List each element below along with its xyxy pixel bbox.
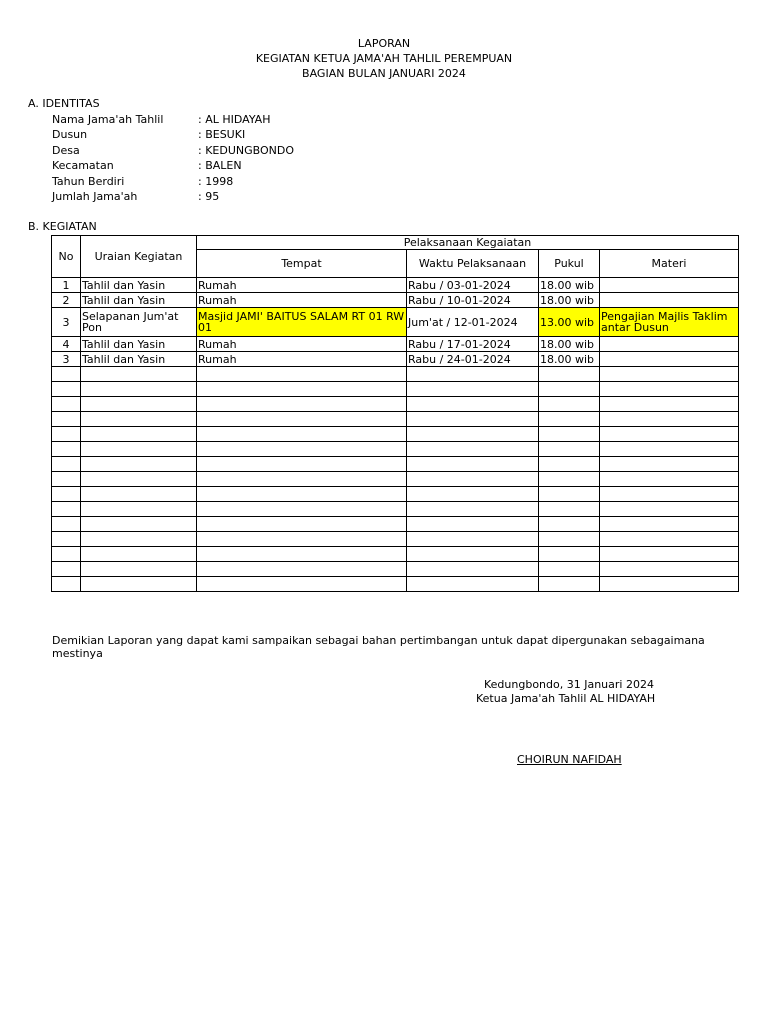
empty-cell <box>407 367 539 382</box>
cell-waktu: Rabu / 10-01-2024 <box>407 293 539 308</box>
empty-cell <box>407 382 539 397</box>
identity-value: : AL HIDAYAH <box>198 113 271 126</box>
activities-heading: B. KEGIATAN <box>28 220 97 233</box>
empty-cell <box>539 502 600 517</box>
empty-cell <box>197 367 407 382</box>
identity-value: : KEDUNGBONDO <box>198 144 295 157</box>
cell-no: 3 <box>52 308 81 337</box>
empty-cell <box>52 577 81 592</box>
identity-label: Desa <box>52 144 80 157</box>
identity-label: Dusun <box>52 128 88 141</box>
column-header-tempat: Tempat <box>197 250 407 278</box>
report-subtitle: KEGIATAN KETUA JAMA'AH TAHLIL PEREMPUAN <box>255 52 513 65</box>
table-row <box>52 352 739 367</box>
column-header-uraian: Uraian Kegiatan <box>81 236 197 278</box>
empty-cell <box>197 547 407 562</box>
empty-cell <box>407 547 539 562</box>
column-header-no: No <box>52 236 81 278</box>
empty-cell <box>600 427 739 442</box>
empty-cell <box>600 397 739 412</box>
empty-cell <box>539 517 600 532</box>
empty-cell <box>81 457 197 472</box>
empty-cell <box>407 562 539 577</box>
empty-cell <box>52 472 81 487</box>
empty-cell <box>539 412 600 427</box>
cell-tempat: Rumah <box>197 337 407 352</box>
empty-cell <box>600 502 739 517</box>
empty-cell <box>600 367 739 382</box>
empty-cell <box>52 547 81 562</box>
empty-cell <box>407 502 539 517</box>
empty-table-row <box>52 397 739 412</box>
empty-cell <box>52 442 81 457</box>
empty-table-row <box>52 577 739 592</box>
empty-cell <box>197 397 407 412</box>
cell-pukul: 13.00 wib <box>539 308 600 337</box>
empty-cell <box>407 472 539 487</box>
cell-uraian: Tahlil dan Yasin <box>81 352 197 367</box>
report-title: LAPORAN <box>357 37 411 50</box>
identity-heading: A. IDENTITAS <box>28 97 100 110</box>
cell-pukul: 18.00 wib <box>539 293 600 308</box>
empty-table-row <box>52 502 739 517</box>
cell-pukul: 18.00 wib <box>539 352 600 367</box>
empty-cell <box>197 457 407 472</box>
empty-cell <box>81 577 197 592</box>
cell-materi <box>600 278 739 293</box>
empty-cell <box>539 442 600 457</box>
cell-tempat: Masjid JAMI' BAITUS SALAM RT 01 RW 01 <box>197 308 407 337</box>
empty-table-row <box>52 517 739 532</box>
empty-cell <box>539 427 600 442</box>
empty-cell <box>52 517 81 532</box>
identity-label: Kecamatan <box>52 159 114 172</box>
identity-value: : 1998 <box>198 175 234 188</box>
empty-cell <box>81 427 197 442</box>
empty-cell <box>600 532 739 547</box>
empty-cell <box>600 382 739 397</box>
cell-no: 4 <box>52 337 81 352</box>
empty-cell <box>539 382 600 397</box>
empty-table-row <box>52 472 739 487</box>
empty-table-row <box>52 487 739 502</box>
empty-cell <box>81 397 197 412</box>
table-row <box>52 337 739 352</box>
cell-waktu: Rabu / 03-01-2024 <box>407 278 539 293</box>
column-header-materi: Materi <box>600 250 739 278</box>
empty-cell <box>600 472 739 487</box>
empty-table-row <box>52 442 739 457</box>
signer-name: CHOIRUN NAFIDAH <box>517 753 622 766</box>
empty-cell <box>407 412 539 427</box>
empty-cell <box>81 487 197 502</box>
cell-no: 2 <box>52 293 81 308</box>
empty-cell <box>539 487 600 502</box>
empty-cell <box>407 517 539 532</box>
empty-cell <box>52 367 81 382</box>
cell-waktu: Rabu / 17-01-2024 <box>407 337 539 352</box>
empty-cell <box>81 472 197 487</box>
signer-position: Ketua Jama'ah Tahlil AL HIDAYAH <box>476 692 656 705</box>
activities-table <box>51 235 739 592</box>
empty-cell <box>52 562 81 577</box>
cell-uraian: Tahlil dan Yasin <box>81 278 197 293</box>
table-row <box>52 278 739 293</box>
cell-uraian: Tahlil dan Yasin <box>81 337 197 352</box>
empty-cell <box>52 487 81 502</box>
empty-cell <box>81 412 197 427</box>
empty-cell <box>600 577 739 592</box>
column-header-waktu: Waktu Pelaksanaan <box>407 250 539 278</box>
empty-cell <box>81 502 197 517</box>
empty-table-row <box>52 547 739 562</box>
cell-tempat: Rumah <box>197 293 407 308</box>
empty-cell <box>81 547 197 562</box>
identity-value: : BALEN <box>198 159 242 172</box>
empty-cell <box>407 457 539 472</box>
empty-cell <box>600 487 739 502</box>
empty-cell <box>197 427 407 442</box>
empty-cell <box>600 562 739 577</box>
cell-no: 1 <box>52 278 81 293</box>
empty-cell <box>407 487 539 502</box>
closing-statement: Demikian Laporan yang dapat kami sampaikan sebagai bahan pertimbangan untuk dapat dipergunakan sebagaimana mestinya <box>52 634 705 660</box>
empty-cell <box>600 547 739 562</box>
empty-cell <box>197 562 407 577</box>
cell-materi <box>600 293 739 308</box>
empty-cell <box>197 472 407 487</box>
table-row <box>52 308 739 337</box>
empty-cell <box>197 442 407 457</box>
empty-cell <box>52 397 81 412</box>
empty-cell <box>600 457 739 472</box>
empty-cell <box>81 517 197 532</box>
empty-table-row <box>52 412 739 427</box>
empty-cell <box>81 562 197 577</box>
identity-label: Tahun Berdiri <box>52 175 125 188</box>
empty-table-row <box>52 382 739 397</box>
empty-cell <box>197 517 407 532</box>
empty-table-row <box>52 427 739 442</box>
empty-cell <box>197 487 407 502</box>
empty-table-row <box>52 562 739 577</box>
empty-cell <box>407 577 539 592</box>
empty-cell <box>600 517 739 532</box>
empty-cell <box>81 382 197 397</box>
report-period: BAGIAN BULAN JANUARI 2024 <box>302 67 466 80</box>
empty-cell <box>81 532 197 547</box>
empty-cell <box>539 547 600 562</box>
empty-cell <box>539 457 600 472</box>
cell-tempat: Rumah <box>197 278 407 293</box>
empty-cell <box>52 412 81 427</box>
empty-table-row <box>52 367 739 382</box>
cell-pukul: 18.00 wib <box>539 278 600 293</box>
empty-cell <box>539 472 600 487</box>
cell-materi <box>600 337 739 352</box>
empty-cell <box>81 367 197 382</box>
cell-materi: Pengajian Majlis Taklim antar Dusun <box>600 308 739 337</box>
cell-no: 3 <box>52 352 81 367</box>
empty-cell <box>539 532 600 547</box>
empty-cell <box>407 397 539 412</box>
empty-cell <box>197 382 407 397</box>
empty-cell <box>539 367 600 382</box>
empty-cell <box>197 502 407 517</box>
identity-label: Nama Jama'ah Tahlil <box>52 113 164 126</box>
empty-cell <box>600 442 739 457</box>
empty-cell <box>539 577 600 592</box>
empty-cell <box>52 382 81 397</box>
empty-cell <box>197 532 407 547</box>
identity-value: : BESUKI <box>198 128 246 141</box>
empty-cell <box>539 562 600 577</box>
empty-table-row <box>52 532 739 547</box>
empty-cell <box>407 442 539 457</box>
cell-uraian: Selapanan Jum'at Pon <box>81 308 197 337</box>
empty-cell <box>600 412 739 427</box>
cell-materi <box>600 352 739 367</box>
empty-cell <box>52 502 81 517</box>
identity-label: Jumlah Jama'ah <box>52 190 138 203</box>
empty-cell <box>407 427 539 442</box>
empty-cell <box>197 412 407 427</box>
cell-tempat: Rumah <box>197 352 407 367</box>
empty-table-row <box>52 457 739 472</box>
empty-cell <box>52 532 81 547</box>
column-header-pelaksanaan: Pelaksanaan Kegaiatan <box>197 236 739 250</box>
cell-waktu: Jum'at / 12-01-2024 <box>407 308 539 337</box>
cell-uraian: Tahlil dan Yasin <box>81 293 197 308</box>
empty-cell <box>52 457 81 472</box>
empty-cell <box>52 427 81 442</box>
identity-value: : 95 <box>198 190 220 203</box>
empty-cell <box>197 577 407 592</box>
table-row <box>52 293 739 308</box>
cell-pukul: 18.00 wib <box>539 337 600 352</box>
empty-cell <box>539 397 600 412</box>
place-date: Kedungbondo, 31 Januari 2024 <box>484 678 654 691</box>
cell-waktu: Rabu / 24-01-2024 <box>407 352 539 367</box>
empty-cell <box>81 442 197 457</box>
column-header-pukul: Pukul <box>539 250 600 278</box>
empty-cell <box>407 532 539 547</box>
